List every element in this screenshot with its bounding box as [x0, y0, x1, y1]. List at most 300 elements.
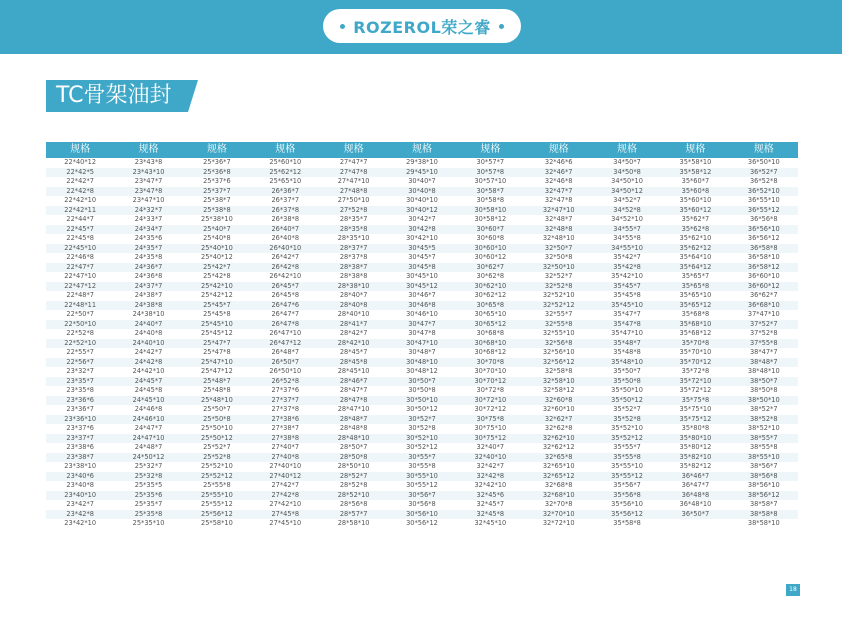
table-cell: 32*72*10 [542, 519, 575, 527]
table-cell: 22*42*10 [64, 196, 97, 204]
table-cell: 32*50*10 [525, 263, 593, 273]
table-cell: 32*62*7 [525, 415, 593, 425]
table-cell: 28*40*8 [319, 301, 387, 311]
table-cell: 28*47*10 [337, 405, 370, 413]
table-cell: 24*40*7 [114, 320, 182, 330]
table-cell: 38*56*8 [730, 472, 798, 482]
table-cell: 27*37*8 [271, 405, 300, 413]
table-cell: 22*42*7 [66, 177, 94, 185]
table-cell: 30*56*12 [406, 519, 438, 527]
table-cell: 30*45*8 [388, 263, 456, 273]
table-cell: 32*55*10 [542, 329, 575, 337]
table-cell: 23*47*8 [114, 187, 182, 197]
table-cell: 35*62*10 [679, 234, 712, 242]
table-cell: 32*45*10 [474, 519, 507, 527]
table-cell: 30*40*7 [408, 177, 436, 185]
table-cell: 22*45*7 [46, 225, 114, 235]
table-cell: 32*52*8 [525, 282, 593, 292]
table-cell: 27*37*7 [251, 396, 319, 406]
table-cell: 35*70*12 [661, 358, 729, 368]
table-cell: 36*50*10 [747, 158, 780, 166]
table-cell: 24*35*6 [134, 234, 163, 242]
table-cell: 35*45*8 [613, 291, 641, 299]
column-header: 规格 [319, 142, 387, 158]
table-cell: 32*45*6 [456, 491, 524, 501]
table-cell: 32*42*8 [456, 472, 524, 482]
table-cell: 28*45*10 [337, 367, 370, 375]
table-cell: 26*38*8 [271, 215, 300, 223]
table-cell: 30*70*8 [456, 358, 524, 368]
table-cell: 35*45*7 [593, 282, 661, 292]
table-cell: 25*35*6 [114, 491, 182, 501]
table-cell: 30*42*8 [388, 225, 456, 235]
table-cell: 36*56*8 [749, 215, 778, 223]
table-cell: 32*42*7 [476, 462, 505, 470]
table-cell: 25*45*8 [203, 310, 231, 318]
table-cell: 32*52*10 [542, 291, 575, 299]
table-cell: 30*45*5 [388, 244, 456, 254]
table-cell: 30*48*12 [406, 367, 438, 375]
table-cell: 30*50*10 [388, 396, 456, 406]
table-cell: 27*42*7 [271, 481, 300, 489]
table-cell: 30*45*10 [406, 272, 438, 280]
table-cell: 22*52*10 [46, 339, 114, 349]
table-cell: 25*50*10 [201, 424, 233, 432]
table-cell: 35*56*8 [593, 491, 661, 501]
table-cell: 27*47*7 [339, 158, 368, 166]
table-cell: 26*50*10 [269, 367, 302, 375]
table-cell: 30*52*8 [408, 424, 436, 432]
table-cell: 25*42*8 [203, 272, 231, 280]
table-cell: 22*48*7 [66, 291, 94, 299]
table-cell: 28*50*10 [337, 462, 370, 470]
table-cell: 34*52*8 [593, 206, 661, 216]
table-cell: 24*38*10 [132, 310, 165, 318]
table-cell: 30*62*10 [456, 282, 524, 292]
table-cell: 30*62*7 [456, 263, 524, 273]
table-cell: 25*40*10 [183, 244, 251, 254]
bullet-dot-icon [499, 24, 504, 29]
table-cell: 32*65*12 [525, 472, 593, 482]
table-cell: 28*38*7 [319, 263, 387, 273]
page-number: 18 [786, 584, 800, 596]
table-cell: 25*62*12 [251, 168, 319, 178]
table-cell: 25*55*10 [183, 491, 251, 501]
table-cell: 28*52*7 [319, 472, 387, 482]
table-cell: 25*47*7 [183, 339, 251, 349]
table-cell: 25*38*8 [183, 206, 251, 216]
table-cell: 28*50*7 [339, 443, 368, 451]
table-cell: 27*40*12 [251, 472, 319, 482]
table-cell: 32*62*10 [525, 434, 593, 444]
table-cell: 36*68*10 [730, 301, 798, 311]
table-cell: 38*50*8 [749, 386, 778, 394]
table-cell: 24*45*7 [114, 377, 182, 387]
table-cell: 28*45*7 [339, 348, 368, 356]
table-cell: 23*38*7 [46, 453, 114, 463]
table-cell: 30*40*10 [406, 196, 438, 204]
table-cell: 32*55*7 [544, 310, 573, 318]
table-cell: 24*50*12 [114, 453, 182, 463]
table-cell: 30*42*10 [406, 234, 438, 242]
table-cell: 24*42*10 [132, 367, 165, 375]
column-header: 规格 [46, 142, 114, 158]
table-cell: 28*35*7 [339, 215, 368, 223]
table-cell: 30*58*12 [474, 215, 507, 223]
table-cell: 27*38*6 [251, 415, 319, 425]
table-cell: 36*52*8 [749, 177, 778, 185]
table-cell: 35*60*7 [681, 177, 710, 185]
table-cell: 35*50*7 [613, 367, 641, 375]
column-header: 规格 [525, 142, 593, 158]
table-cell: 26*37*8 [251, 206, 319, 216]
table-cell: 36*52*10 [730, 187, 798, 197]
table-cell: 24*33*7 [134, 215, 163, 223]
table-cell: 23*47*7 [134, 177, 163, 185]
table-cell: 37*52*8 [749, 329, 778, 337]
table-cell: 28*56*8 [339, 500, 368, 508]
table-cell: 35*80*12 [679, 443, 712, 451]
table-cell: 35*75*10 [679, 405, 712, 413]
table-cell: 32*70*10 [525, 510, 593, 520]
table-cell: 34*50*10 [611, 177, 643, 185]
table-cell: 30*48*10 [388, 358, 456, 368]
table-cell: 22*47*10 [64, 272, 97, 280]
table-cell: 25*55*12 [201, 500, 233, 508]
table-cell: 28*47*8 [319, 396, 387, 406]
table-cell: 35*64*12 [661, 263, 729, 273]
table-column [593, 142, 661, 529]
table-cell: 35*52*7 [613, 405, 641, 413]
table-cell: 22*42*11 [46, 206, 114, 216]
table-cell: 35*47*7 [613, 310, 641, 318]
table-cell: 35*47*8 [593, 320, 661, 330]
table-cell: 35*70*8 [661, 339, 729, 349]
table-cell: 23*37*6 [66, 424, 94, 432]
table-cell: 36*48*8 [661, 491, 729, 501]
table-cell: 30*46*8 [388, 301, 456, 311]
table-cell: 35*60*12 [661, 206, 729, 216]
table-cell: 28*42*7 [339, 329, 368, 337]
table-cell: 32*46*7 [525, 168, 593, 178]
table-cell: 28*50*8 [319, 453, 387, 463]
table-cell: 27*45*8 [251, 510, 319, 520]
table-cell: 32*45*7 [476, 500, 505, 508]
table-cell: 25*47*8 [203, 348, 231, 356]
table-cell: 25*56*12 [183, 510, 251, 520]
table-cell: 30*55*7 [388, 453, 456, 463]
table-cell: 36*56*10 [730, 225, 798, 235]
table-cell: 25*65*10 [269, 177, 302, 185]
table-cell: 30*52*12 [406, 443, 438, 451]
table-cell: 35*56*10 [611, 500, 643, 508]
table-cell: 30*45*12 [388, 282, 456, 292]
bullet-dot-icon [340, 24, 345, 29]
table-cell: 30*75*8 [456, 415, 524, 425]
table-cell: 27*52*8 [319, 206, 387, 216]
table-cell: 30*42*7 [408, 215, 436, 223]
table-cell: 35*52*10 [611, 424, 643, 432]
table-cell: 22*46*8 [66, 253, 94, 261]
table-cell: 28*35*8 [319, 225, 387, 235]
table-cell: 35*55*7 [613, 443, 641, 451]
table-cell: 35*48*7 [593, 339, 661, 349]
table-cell: 28*48*8 [339, 424, 368, 432]
table-cell: 36*50*7 [661, 510, 729, 520]
table-cell: 23*36*10 [46, 415, 114, 425]
table-cell: 35*75*12 [661, 415, 729, 425]
column-header: 规格 [183, 142, 251, 158]
table-cell: 26*47*10 [269, 329, 302, 337]
table-cell: 25*37*7 [183, 187, 251, 197]
table-cell: 35*68*8 [681, 310, 710, 318]
table-cell: 28*45*8 [319, 358, 387, 368]
table-cell: 22*55*7 [66, 348, 94, 356]
table-cell: 23*38*6 [66, 443, 94, 451]
table-cell: 32*56*10 [542, 348, 575, 356]
table-cell: 25*47*10 [183, 358, 251, 368]
table-cell: 35*58*8 [613, 519, 641, 527]
table-cell: 30*56*10 [388, 510, 456, 520]
table-cell: 26*50*7 [251, 358, 319, 368]
table-cell: 22*48*11 [46, 301, 114, 311]
table-cell: 28*47*7 [339, 386, 368, 394]
table-cell: 26*37*7 [271, 196, 300, 204]
table-cell: 26*45*8 [271, 291, 300, 299]
table-cell: 34*50*7 [613, 158, 641, 166]
table-cell: 35*42*7 [613, 253, 641, 261]
table-cell: 34*50*12 [593, 187, 661, 197]
table-cell: 24*36*8 [134, 272, 163, 280]
table-cell: 24*45*10 [114, 396, 182, 406]
table-cell: 37*47*10 [747, 310, 780, 318]
table-cell: 23*38*10 [64, 462, 97, 470]
table-cell: 25*48*10 [183, 396, 251, 406]
table-column [46, 142, 114, 529]
column-header: 规格 [456, 142, 524, 158]
table-cell: 34*52*7 [613, 196, 641, 204]
table-cell: 22*47*7 [46, 263, 114, 273]
table-cell: 29*38*10 [406, 158, 438, 166]
table-cell: 28*52*8 [339, 481, 368, 489]
table-cell: 25*35*10 [132, 519, 165, 527]
table-cell: 30*40*8 [388, 187, 456, 197]
table-cell: 26*40*8 [271, 234, 300, 242]
table-cell: 25*40*8 [203, 234, 231, 242]
table-cell: 24*36*7 [114, 263, 182, 273]
table-cell: 27*38*7 [271, 424, 300, 432]
table-cell: 30*57*10 [474, 177, 507, 185]
table-cell: 25*52*8 [183, 453, 251, 463]
table-cell: 32*60*10 [542, 405, 575, 413]
table-cell: 34*55*10 [593, 244, 661, 254]
table-cell: 25*52*7 [203, 443, 231, 451]
table-cell: 38*50*10 [730, 396, 798, 406]
brand-name: ROZEROL荣之睿 [353, 17, 491, 37]
table-cell: 32*40*10 [456, 453, 524, 463]
table-cell: 35*56*7 [613, 481, 641, 489]
table-cell: 32*65*8 [525, 453, 593, 463]
table-cell: 25*55*8 [203, 481, 231, 489]
table-cell: 35*56*12 [593, 510, 661, 520]
table-cell: 22*45*10 [46, 244, 114, 254]
table-cell: 25*35*7 [134, 500, 163, 508]
table-cell: 27*50*10 [337, 196, 370, 204]
table-cell: 24*37*7 [114, 282, 182, 292]
table-cell: 24*42*7 [134, 348, 163, 356]
table-cell: 25*50*12 [183, 434, 251, 444]
table-cell: 30*46*10 [406, 310, 438, 318]
table-cell: 30*58*10 [456, 206, 524, 216]
table-cell: 35*55*8 [593, 453, 661, 463]
table-cell: 28*52*10 [319, 491, 387, 501]
table-cell: 32*58*8 [544, 367, 573, 375]
table-column [319, 142, 387, 529]
table-cell: 26*45*7 [251, 282, 319, 292]
table-cell: 27*42*8 [251, 491, 319, 501]
table-cell: 34*55*7 [593, 225, 661, 235]
table-cell: 23*36*7 [66, 405, 94, 413]
table-cell: 25*42*12 [201, 291, 233, 299]
table-cell: 22*42*5 [46, 168, 114, 178]
table-cell: 35*72*8 [681, 367, 710, 375]
table-cell: 35*65*12 [661, 301, 729, 311]
table-cell: 25*37*6 [203, 177, 231, 185]
table-cell: 36*52*7 [730, 168, 798, 178]
table-cell: 32*40*7 [476, 443, 505, 451]
spec-table [46, 142, 798, 529]
table-cell: 32*50*8 [544, 253, 573, 261]
table-cell: 35*65*8 [661, 282, 729, 292]
table-cell: 38*52*8 [730, 415, 798, 425]
table-cell: 35*62*12 [661, 244, 729, 254]
table-cell: 35*60*8 [661, 187, 729, 197]
column-header: 规格 [593, 142, 661, 158]
table-cell: 35*80*8 [681, 424, 710, 432]
table-cell: 30*75*10 [474, 424, 507, 432]
table-cell: 30*56*7 [388, 491, 456, 501]
table-cell: 36*47*7 [681, 481, 710, 489]
table-cell: 36*46*7 [661, 472, 729, 482]
table-cell: 30*70*12 [456, 377, 524, 387]
table-cell: 35*68*10 [661, 320, 729, 330]
table-cell: 32*55*8 [525, 320, 593, 330]
table-cell: 30*60*12 [474, 253, 507, 261]
table-cell: 38*52*10 [747, 424, 780, 432]
table-cell: 35*52*8 [593, 415, 661, 425]
table-cell: 30*50*12 [406, 405, 438, 413]
table-cell: 23*43*10 [114, 168, 182, 178]
table-cell: 26*47*7 [271, 310, 300, 318]
table-cell: 23*37*7 [46, 434, 114, 444]
table-cell: 38*58*7 [749, 500, 778, 508]
table-cell: 23*32*7 [66, 367, 94, 375]
table-cell: 22*42*8 [46, 187, 114, 197]
table-column [730, 142, 798, 529]
table-cell: 28*38*8 [339, 272, 368, 280]
table-cell: 27*42*10 [269, 500, 302, 508]
table-cell: 26*47*12 [251, 339, 319, 349]
table-cell: 27*45*10 [269, 519, 302, 527]
table-cell: 26*42*10 [269, 272, 302, 280]
table-cell: 35*48*8 [613, 348, 641, 356]
table-cell: 30*55*12 [406, 481, 438, 489]
table-cell: 25*58*10 [201, 519, 233, 527]
table-cell: 35*62*8 [661, 225, 729, 235]
table-cell: 25*60*10 [269, 158, 302, 166]
table-cell: 30*56*8 [408, 500, 436, 508]
table-cell: 35*52*12 [593, 434, 661, 444]
table-cell: 24*34*7 [114, 225, 182, 235]
table-cell: 23*42*7 [66, 500, 94, 508]
table-cell: 24*48*7 [134, 443, 163, 451]
table-cell: 30*72*8 [476, 386, 505, 394]
table-cell: 30*52*7 [388, 415, 456, 425]
table-cell: 25*38*7 [203, 196, 231, 204]
table-cell: 38*56*7 [749, 462, 778, 470]
table-cell: 30*58*8 [476, 196, 505, 204]
column-header: 规格 [114, 142, 182, 158]
table-cell: 25*35*8 [114, 510, 182, 520]
table-cell: 30*52*10 [388, 434, 456, 444]
table-cell: 24*46*10 [114, 415, 182, 425]
table-cell: 35*58*12 [661, 168, 729, 178]
table-column [661, 142, 729, 529]
table-cell: 27*40*8 [251, 453, 319, 463]
table-cell: 22*44*7 [66, 215, 94, 223]
table-cell: 25*52*10 [201, 462, 233, 470]
table-cell: 28*58*10 [337, 519, 370, 527]
table-cell: 36*58*10 [747, 253, 780, 261]
table-cell: 30*46*7 [408, 291, 436, 299]
table-cell: 24*42*8 [114, 358, 182, 368]
table-cell: 35*80*10 [661, 434, 729, 444]
table-cell: 27*47*10 [337, 177, 370, 185]
table-cell: 25*32*7 [134, 462, 163, 470]
table-cell: 25*42*7 [183, 263, 251, 273]
table-cell: 27*47*8 [319, 168, 387, 178]
table-cell: 35*50*10 [611, 386, 643, 394]
table-cell: 28*40*10 [337, 310, 370, 318]
table-cell: 32*48*10 [542, 234, 575, 242]
table-column [114, 142, 182, 529]
table-cell: 35*50*12 [593, 396, 661, 406]
table-cell: 35*62*7 [681, 215, 710, 223]
table-cell: 37*52*7 [730, 320, 798, 330]
table-cell: 36*60*12 [730, 282, 798, 292]
table-cell: 30*62*12 [474, 291, 507, 299]
table-cell: 22*47*12 [46, 282, 114, 292]
table-cell: 28*48*10 [319, 434, 387, 444]
table-cell: 36*55*10 [747, 196, 780, 204]
table-cell: 25*48*8 [203, 386, 231, 394]
table-cell: 27*37*6 [271, 386, 300, 394]
table-cell: 32*70*8 [544, 500, 573, 508]
table-cell: 30*68*12 [474, 348, 507, 356]
table-cell: 32*65*10 [542, 462, 575, 470]
table-cell: 27*40*10 [269, 462, 302, 470]
table-cell: 30*62*8 [476, 272, 505, 280]
table-cell: 32*48*8 [525, 225, 593, 235]
table-cell: 22*45*8 [66, 234, 94, 242]
table-cell: 24*47*10 [114, 434, 182, 444]
table-column [251, 142, 319, 529]
table-cell: 35*75*8 [661, 396, 729, 406]
table-cell: 23*36*6 [46, 396, 114, 406]
table-cell: 32*68*8 [544, 481, 573, 489]
table-cell: 38*56*10 [747, 481, 780, 489]
table-cell: 35*72*10 [661, 377, 729, 387]
